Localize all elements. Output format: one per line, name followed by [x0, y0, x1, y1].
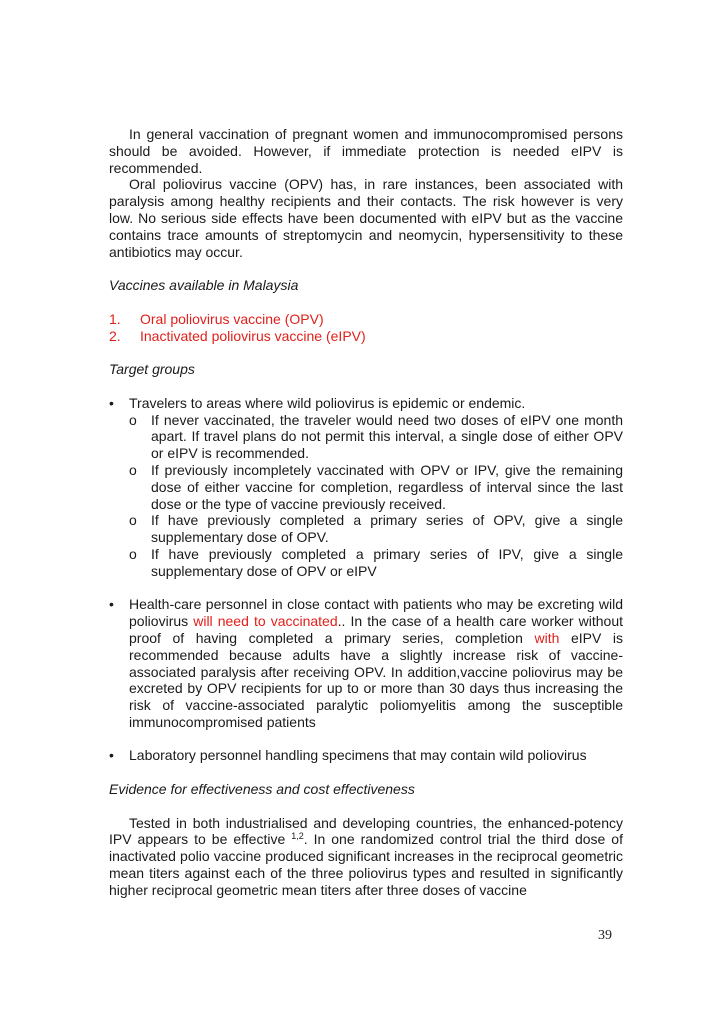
bullet-travelers — [109, 395, 623, 580]
bullet-icon: • — [109, 394, 114, 411]
list-number: 1. — [109, 310, 121, 327]
sub-item — [129, 546, 623, 580]
healthcare-highlight-2: with — [534, 629, 560, 646]
vaccine-opv: Oral poliovirus vaccine (OPV) — [140, 310, 324, 327]
document-page — [109, 126, 623, 899]
bullet-icon: • — [109, 747, 114, 764]
bullet-laboratory — [109, 747, 623, 764]
sub-bullet-icon: o — [129, 461, 137, 478]
bullet-icon: • — [109, 596, 114, 613]
healthcare-part2: .. In the case of a health care worker without proof of having completed a primary series, completion — [129, 613, 623, 646]
sub-bullet-icon: o — [129, 545, 137, 562]
vaccine-eipv: Inactivated poliovirus vaccine (eIPV) — [140, 327, 366, 344]
heading-vaccines-available: Vaccines available in Malaysia — [109, 277, 299, 294]
paragraph-pregnant-women: In general vaccination of pregnant women and immunocompromised persons should be avoided. However, if immediate protection is needed eIPV is recommended. — [109, 126, 623, 176]
sub-item-text: If have previously completed a primary series of OPV, give a single supplementary dose of OPV. — [151, 512, 623, 546]
healthcare-highlight-1: will need to vaccinated — [193, 613, 338, 630]
evidence-part1: Tested in both industrialised and developing countries, the enhanced-potency IPV appears to be effective — [109, 814, 623, 848]
sub-item-text: If have previously completed a primary series of IPV, give a single supplementary dose of OPV or eIPV — [151, 545, 623, 579]
list-item — [109, 311, 623, 328]
heading-target-groups: Target groups — [109, 361, 195, 378]
healthcare-part3: eIPV is recommended because adults have a slightly increase risk of vaccine-associated paralysis after receiving OPV. In addition,vaccine poliovirus may be excreted by OPV recipients for up to or more than 30 days thus increasing the risk of vaccine-associated paralytic poliomyelitis among the susceptible immunocompromised patients — [129, 629, 623, 730]
citation-superscript: 1,2 — [291, 831, 304, 842]
sub-bullet-icon: o — [129, 411, 137, 428]
sub-item — [129, 462, 623, 512]
sub-item-text: If previously incompletely vaccinated with OPV or IPV, give the remaining dose of either vaccine for completion, regardless of interval since the last dose or the type of vaccine previously received. — [151, 461, 623, 512]
healthcare-part1: Health-care personnel in close contact with patients who may be excreting wild poliovirus — [129, 596, 623, 630]
evidence-part2: . In one randomized control trial the third dose of inactivated polio vaccine produced significant increases in the reciprocal geometric mean titers against each of the three poliovirus types and resulted in significantly higher reciprocal geometric mean titers after three doses of vaccine — [109, 831, 623, 898]
vaccine-list — [109, 311, 623, 345]
laboratory-text: Laboratory personnel handling specimens that may contain wild poliovirus — [129, 747, 587, 764]
sub-item — [129, 512, 623, 546]
heading-evidence: Evidence for effectiveness and cost effectiveness — [109, 781, 415, 798]
list-number: 2. — [109, 327, 121, 344]
sub-bullet-icon: o — [129, 512, 137, 529]
healthcare-text — [129, 596, 623, 730]
sub-item — [129, 412, 623, 462]
paragraph-evidence — [109, 815, 623, 899]
page-number: 39 — [598, 928, 612, 943]
paragraph-opv-paralysis: Oral poliovirus vaccine (OPV) has, in rare instances, been associated with paralysis among healthy recipients and their contacts. The risk however is very low. No serious side effects have been documented with eIPV but as the vaccine contains trace amounts of streptomycin and neomycin, hypersensitivity to these antibiotics may occur. — [109, 176, 623, 260]
travelers-text: Travelers to areas where wild poliovirus is epidemic or endemic. — [129, 394, 526, 411]
sub-item-text: If never vaccinated, the traveler would need two doses of eIPV one month apart. If travel plans do not permit this interval, a single dose of either OPV or eIPV is recommended. — [151, 411, 623, 462]
list-item — [109, 328, 623, 345]
bullet-healthcare — [109, 596, 623, 730]
